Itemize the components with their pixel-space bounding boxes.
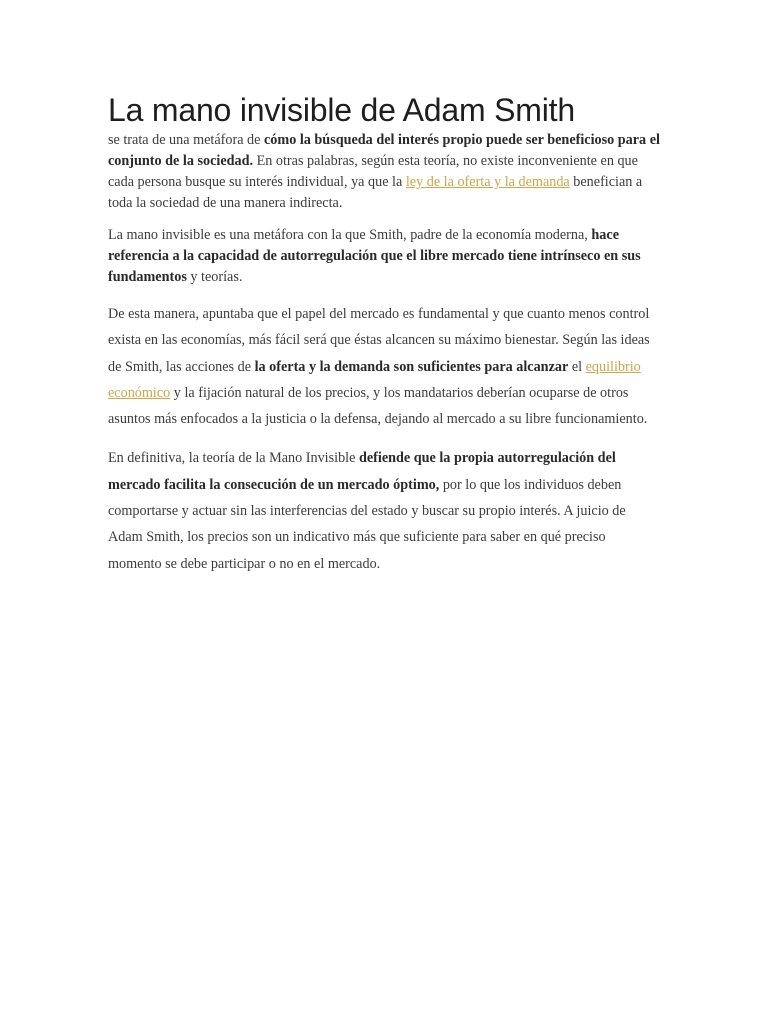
paragraph-3 [108,301,660,432]
paragraph-1-text-2: En otras palabras, según esta teoría, no existe inconveniente en que cada persona busque su interés individual, ya que la [108,153,638,190]
paragraph-2-text-2: y teorías. [186,269,243,285]
paragraph-2-text-1: La mano invisible es una metáfora con la que Smith, padre de la economía moderna, [108,227,592,243]
paragraph-4-text-2: por lo que los individuos deben comportarse y actuar sin las interferencias del estado y buscar su propio interés. A juicio de Adam Smith, los precios son un indicativo más que suficiente para saber en qué preciso momento se debe participar o no en el mercado. [108,476,626,572]
paragraph-1-text-1: se trata de una metáfora de [108,132,264,148]
paragraph-2-bold-1: hace referencia a la capacidad de autorregulación que el libre mercado tiene intrínseco en sus fundamentos [108,227,641,285]
link-equilibrio-economico[interactable]: equilibrio económico [108,358,641,401]
paragraph-2 [108,225,660,288]
paragraph-4 [108,445,660,576]
paragraph-3-text-3: y la fijación natural de los precios, y los mandatarios deberían ocuparse de otros asuntos más enfocados a la justicia o la defensa, dejando al mercado a su libre funcionamiento. [108,384,648,428]
paragraph-3-text-1: De esta manera, apuntaba que el papel del mercado es fundamental y que cuanto menos control exista en las economías, más fácil será que éstas alcancen su máximo bienestar. Según las ideas de Smith, las acciones de [108,306,650,375]
paragraph-4-text-1: En definitiva, la teoría de la Mano Invisible [108,450,359,467]
document-page [108,90,660,577]
paragraph-1-text-3: benefician a toda la sociedad de una manera indirecta. [108,174,643,211]
paragraph-1 [108,130,660,214]
page-title: La mano invisible de Adam Smith [108,92,575,128]
paragraph-4-bold-1: defiende que la propia autorregulación del mercado facilita la consecución de un mercado óptimo, [108,450,616,493]
paragraph-3-text-2: el [568,358,586,375]
link-ley-oferta-demanda[interactable]: ley de la oferta y la demanda [405,174,570,190]
paragraph-1-bold-1: cómo la búsqueda del interés propio puede ser beneficioso para el conjunto de la sociedad. [108,132,660,169]
paragraph-3-bold-1: la oferta y la demanda son suficientes para alcanzar [254,358,569,375]
